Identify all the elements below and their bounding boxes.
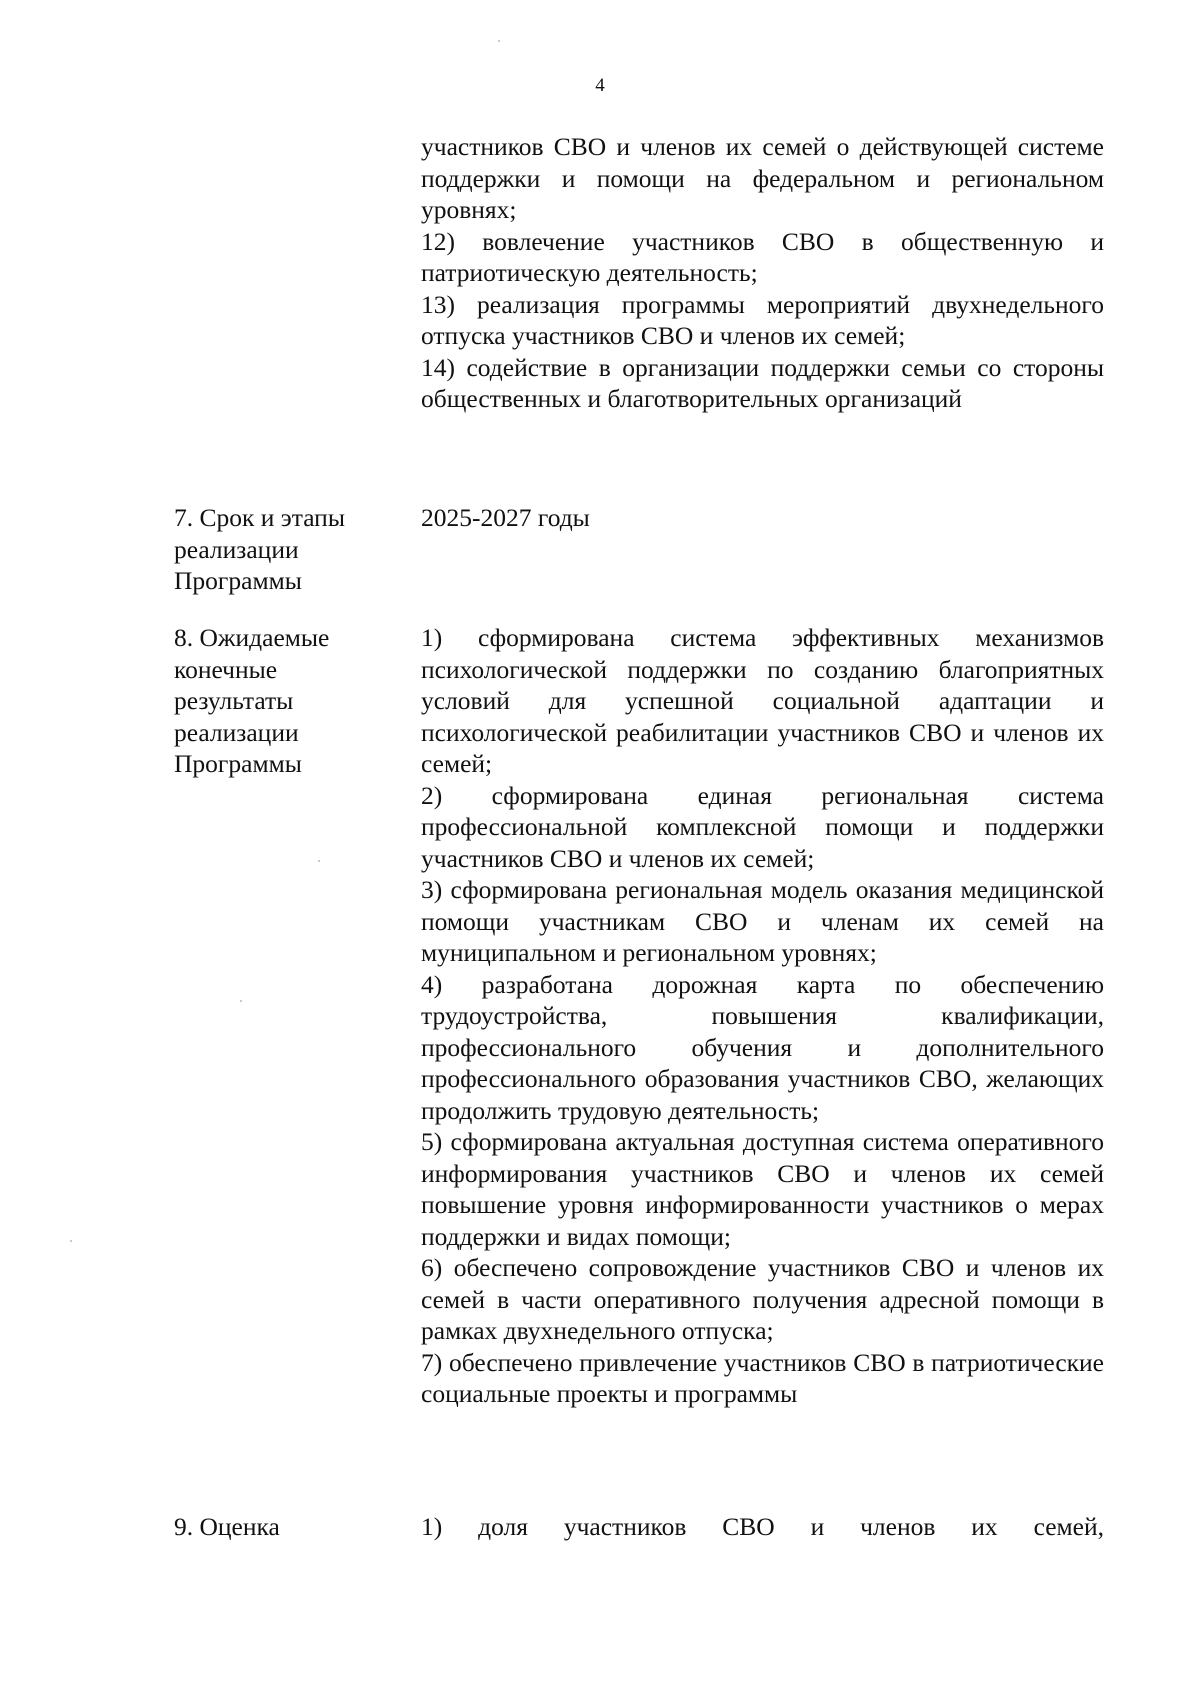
continuation-paragraph: 13) реализация программы мероприятий двухнедельного отпуска участников СВО и членов их семей; [421, 289, 1104, 350]
section-8-item: 6) обеспечено сопровождение участников СВО и членов их семей в части оперативного получения адресной помощи в рамках двухнедельного отпуска; [421, 1253, 1104, 1345]
continuation-paragraph: 14) содействие в организации поддержки семьи со стороны общественных и благотворительных организаций [421, 352, 1104, 413]
section-7-content [421, 502, 1104, 534]
scan-speck [240, 1000, 242, 1002]
scan-speck [70, 1240, 72, 1242]
section-8-item: 1) сформирована система эффективных механизмов психологической поддержки по созданию благоприятных условий для успешной социальной адаптации и психологической реабилитации участников СВО и членов их семей; [421, 623, 1104, 778]
continuation-paragraph: 12) вовлечение участников СВО в общественную и патриотическую деятельность; [421, 226, 1104, 287]
section-9-content [421, 1511, 1104, 1543]
section-8-label: 8. Ожидаемые конечные результаты реализации Программы [174, 623, 330, 778]
section-8-item: 2) сформирована единая региональная система профессиональной комплексной помощи и поддержки участников СВО и членов их семей; [421, 780, 1104, 873]
continuation-paragraph: участников СВО и членов их семей о действующей системе поддержки и помощи на федеральном и региональном уровнях; [421, 132, 1104, 224]
section-7-label: 7. Срок и этапы реализации Программы [174, 503, 345, 595]
section-9-item: 1) доля участников СВО и членов их семей, [421, 1512, 1104, 1541]
section-8-item: 5) сформирована актуальная доступная система оперативного информирования участников СВО и членов их семей повышение уровня информированности участников о мерах поддержки и видах помощи; [421, 1127, 1104, 1251]
continuation-content [421, 131, 1104, 415]
scan-speck [498, 40, 500, 42]
section-8-item: 7) обеспечено привлечение участников СВО в патриотические социальные проекты и программы [421, 1347, 1104, 1408]
section-7-item: 2025-2027 годы [421, 503, 590, 532]
section-9-label: 9. Оценка [174, 1512, 280, 1541]
section-8-item: 3) сформирована региональная модель оказания медицинской помощи участникам СВО и членам их семей на муниципальном и региональном уровнях; [421, 875, 1104, 967]
page-number: 4 [595, 75, 605, 96]
section-8-content [421, 622, 1104, 1410]
scan-speck [318, 860, 320, 862]
section-8-item: 4) разработана дорожная карта по обеспечению трудоустройства, повышения квалификации, профессионального обучения и дополнительного профессионального образования участников СВО, желающих продолжить трудовую деятельность; [421, 969, 1104, 1125]
